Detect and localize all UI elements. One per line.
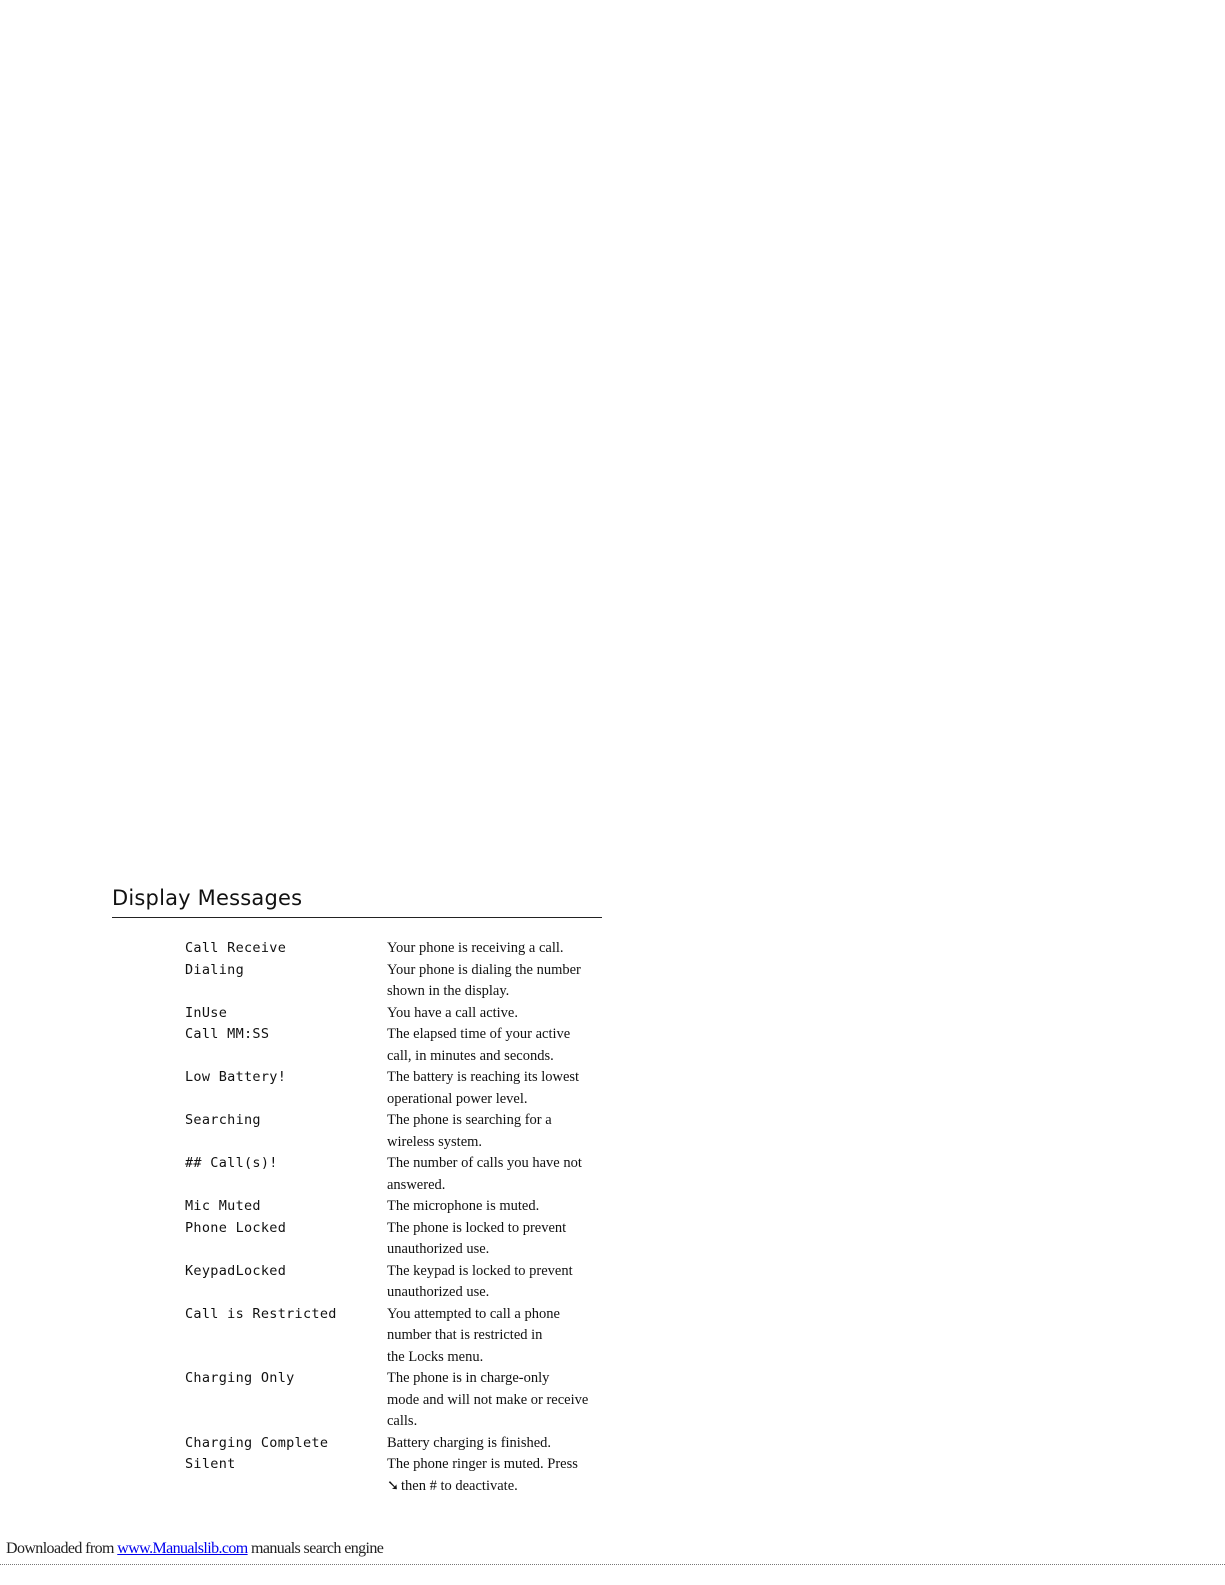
description-line: Battery charging is finished. bbox=[387, 1434, 552, 1451]
description-line: mode and will not make or receive bbox=[387, 1391, 589, 1408]
message-code: Call Receive bbox=[185, 940, 287, 956]
message-row bbox=[185, 1153, 625, 1196]
footer-prefix: Downloaded from bbox=[6, 1540, 118, 1557]
description-line: wireless system. bbox=[387, 1133, 483, 1150]
description-line: unauthorized use. bbox=[387, 1284, 490, 1300]
message-description bbox=[387, 938, 617, 960]
description-line: number that is restricted in bbox=[387, 1327, 543, 1343]
description-line: The battery is reaching its lowest bbox=[387, 1069, 580, 1085]
message-description bbox=[387, 1067, 617, 1110]
message-row bbox=[185, 1261, 625, 1304]
message-row bbox=[185, 1304, 625, 1369]
message-code: Call is Restricted bbox=[185, 1305, 337, 1322]
description-line: shown in the display. bbox=[387, 983, 510, 999]
description-line: The phone is searching for a bbox=[387, 1112, 552, 1128]
message-description bbox=[387, 1304, 617, 1369]
message-description bbox=[387, 1003, 617, 1025]
message-code: Charging Complete bbox=[185, 1434, 329, 1451]
message-row bbox=[185, 938, 625, 960]
message-description bbox=[387, 1433, 617, 1455]
description-line: the Locks menu. bbox=[387, 1348, 484, 1365]
section-title: Display Messages bbox=[112, 886, 303, 910]
description-line: call, in minutes and seconds. bbox=[387, 1047, 554, 1064]
message-description bbox=[387, 1110, 617, 1153]
message-code: Silent bbox=[185, 1456, 236, 1472]
footer-divider bbox=[0, 1564, 1225, 1565]
message-code: Mic Muted bbox=[185, 1198, 261, 1214]
message-code: Searching bbox=[185, 1112, 261, 1128]
message-description bbox=[387, 1218, 617, 1261]
description-line: The elapsed time of your active bbox=[387, 1026, 571, 1042]
message-code: Call MM:SS bbox=[185, 1026, 270, 1042]
message-description bbox=[387, 1153, 617, 1196]
message-row bbox=[185, 1067, 625, 1110]
message-code: Low Battery! bbox=[185, 1069, 287, 1085]
description-line: unauthorized use. bbox=[387, 1241, 490, 1257]
description-line: You attempted to call a phone bbox=[387, 1305, 560, 1322]
description-line: The phone is in charge-only bbox=[387, 1370, 550, 1386]
manualslib-link[interactable]: www.Manualslib.com bbox=[117, 1540, 248, 1557]
message-description bbox=[387, 1196, 617, 1218]
description-line: Your phone is dialing the number bbox=[387, 961, 581, 978]
download-footer bbox=[6, 1540, 383, 1558]
message-code: ## Call(s)! bbox=[185, 1155, 278, 1171]
heading-rule bbox=[112, 917, 602, 918]
message-row bbox=[185, 1003, 625, 1025]
description-line bbox=[387, 1476, 617, 1498]
function-key-arrow-icon: ➘ bbox=[387, 1477, 400, 1494]
message-description bbox=[387, 1261, 617, 1304]
message-description bbox=[387, 1024, 617, 1067]
description-line: The keypad is locked to prevent bbox=[387, 1262, 573, 1279]
message-row bbox=[185, 1218, 625, 1261]
message-description bbox=[387, 960, 617, 1003]
message-row bbox=[185, 1110, 625, 1153]
description-line: The phone ringer is muted. Press bbox=[387, 1456, 578, 1472]
message-code: KeypadLocked bbox=[185, 1262, 287, 1279]
description-line: The microphone is muted. bbox=[387, 1198, 540, 1214]
description-line: You have a call active. bbox=[387, 1004, 518, 1021]
message-row bbox=[185, 1454, 625, 1497]
message-row bbox=[185, 1196, 625, 1218]
footer-suffix: manuals search engine bbox=[247, 1540, 384, 1557]
description-line: calls. bbox=[387, 1413, 418, 1429]
description-line: Your phone is receiving a call. bbox=[387, 940, 564, 956]
description-text: then # to deactivate. bbox=[401, 1477, 518, 1494]
message-description bbox=[387, 1368, 617, 1433]
message-description bbox=[387, 1454, 617, 1497]
message-row bbox=[185, 960, 625, 1003]
message-row bbox=[185, 1024, 625, 1067]
description-line: answered. bbox=[387, 1176, 446, 1193]
description-line: The phone is locked to prevent bbox=[387, 1219, 567, 1236]
message-row bbox=[185, 1368, 625, 1433]
message-code: Charging Only bbox=[185, 1370, 295, 1386]
message-code: Dialing bbox=[185, 961, 244, 978]
message-code: Phone Locked bbox=[185, 1219, 287, 1236]
display-messages-table bbox=[185, 938, 625, 1497]
description-line: The number of calls you have not bbox=[387, 1155, 582, 1171]
message-code: InUse bbox=[185, 1004, 228, 1021]
message-row bbox=[185, 1433, 625, 1455]
description-line: operational power level. bbox=[387, 1090, 528, 1107]
